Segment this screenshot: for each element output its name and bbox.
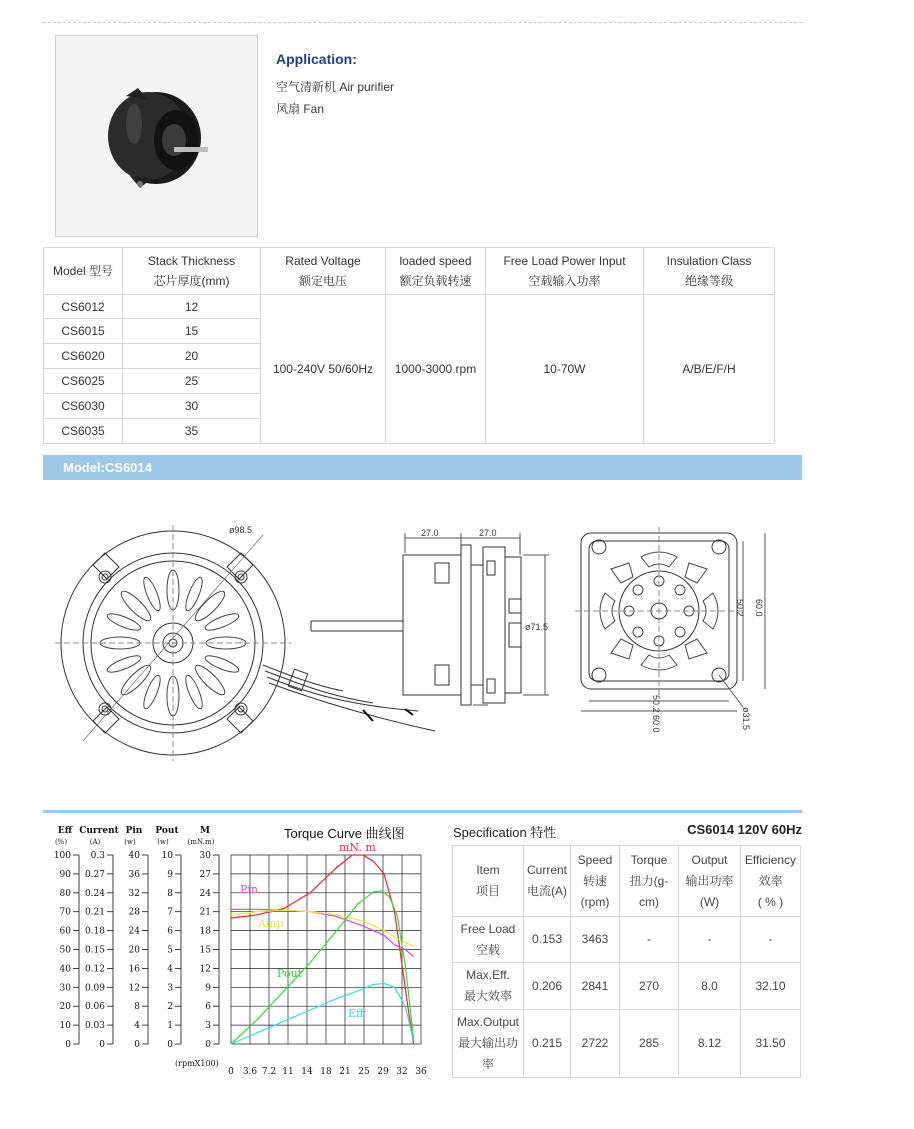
front-view bbox=[55, 525, 435, 761]
product-photo bbox=[55, 35, 258, 237]
y-tick-label: 0 bbox=[65, 1040, 71, 1050]
x-tick-label: 14 bbox=[301, 1067, 313, 1077]
scale-name: Current bbox=[79, 826, 119, 836]
y-tick-label: 60 bbox=[59, 926, 71, 937]
y-tick-label: 10 bbox=[59, 1021, 71, 1032]
y-tick-label: 0.03 bbox=[84, 1021, 105, 1032]
y-tick-label: 70 bbox=[59, 907, 71, 918]
dim-front-dia: ø98.5 bbox=[229, 525, 253, 535]
y-tick-label: 0.15 bbox=[84, 945, 105, 956]
y-tick-label: 7 bbox=[167, 907, 173, 918]
x-tick-label: 21 bbox=[339, 1067, 351, 1077]
y-tick-label: 40 bbox=[59, 964, 71, 975]
x-tick-label: 11 bbox=[282, 1067, 294, 1077]
y-tick-label: 90 bbox=[59, 869, 71, 880]
table-row: Max.Output 最大输出功 率 0.215 2722 285 8.12 31.50 bbox=[453, 1010, 801, 1078]
scale-name: Pin bbox=[125, 826, 143, 836]
table-row: CS6025 25 bbox=[44, 369, 775, 394]
dim-27-b: 27.0 bbox=[479, 528, 497, 538]
y-tick-label: 20 bbox=[128, 945, 140, 956]
table-row: CS6012 12 100-240V 50/60Hz 1000-3000 rpm 10-70W A/B/E/F/H bbox=[44, 295, 775, 319]
y-tick-label: 12 bbox=[128, 983, 140, 994]
y-tick-label: 0.06 bbox=[84, 1002, 105, 1013]
spec-model: CS6014 120V 60Hz bbox=[687, 822, 802, 837]
y-tick-label: 0 bbox=[134, 1040, 140, 1050]
x-tick-label: 18 bbox=[320, 1067, 332, 1077]
series-label-mnm: mN. m bbox=[339, 841, 376, 854]
scale-name: Pout bbox=[155, 826, 179, 836]
y-tick-label: 20 bbox=[59, 1002, 71, 1013]
y-tick-label: 0.21 bbox=[84, 907, 105, 918]
y-tick-label: 36 bbox=[128, 869, 140, 880]
series-label-eff: Eff bbox=[348, 1007, 364, 1020]
y-tick-label: 2 bbox=[167, 1002, 173, 1013]
y-tick-label: 4 bbox=[167, 964, 173, 975]
y-tick-label: 9 bbox=[167, 869, 173, 880]
table-row: Max.Eff. 最大效率 0.206 2841 270 8.0 32.10 bbox=[453, 963, 801, 1010]
torque-curve-chart bbox=[43, 820, 443, 1080]
y-tick-label: 80 bbox=[59, 888, 71, 899]
y-tick-label: 6 bbox=[205, 1002, 211, 1013]
side-view bbox=[311, 533, 549, 705]
y-tick-label: 0.18 bbox=[84, 926, 105, 937]
x-tick-label: 36 bbox=[415, 1067, 427, 1077]
x-tick-label: 25 bbox=[358, 1067, 370, 1077]
y-tick-label: 6 bbox=[167, 926, 173, 937]
insulation-value: A/B/E/F/H bbox=[644, 295, 775, 444]
x-tick-label: 32 bbox=[396, 1067, 408, 1077]
y-tick-label: 0.12 bbox=[84, 964, 105, 975]
y-tick-label: 30 bbox=[59, 983, 71, 994]
y-tick-label: 21 bbox=[199, 907, 211, 918]
spec-title: Specification 特性 bbox=[453, 825, 557, 840]
y-tick-label: 12 bbox=[199, 964, 211, 975]
y-tick-label: 0.3 bbox=[90, 851, 105, 861]
y-tick-label: 8 bbox=[167, 888, 173, 899]
y-tick-label: 0 bbox=[205, 1040, 211, 1050]
y-tick-label: 0.09 bbox=[84, 983, 105, 994]
spec-table bbox=[452, 845, 801, 1078]
x-tick-label: 3.6 bbox=[242, 1067, 258, 1077]
model-bar-label: Model:CS6014 bbox=[63, 460, 152, 475]
dim-hole-dia: ø31.5 bbox=[741, 707, 751, 731]
col-thickness: Stack Thickness 芯片厚度(mm) bbox=[123, 248, 261, 295]
y-tick-label: 9 bbox=[205, 983, 211, 994]
y-tick-label: 0 bbox=[167, 1040, 173, 1050]
application-title: Application: bbox=[276, 51, 357, 67]
y-tick-label: 24 bbox=[128, 926, 140, 937]
table-row: CS6020 20 bbox=[44, 344, 775, 369]
y-tick-label: 0.27 bbox=[84, 869, 105, 880]
dim-27-a: 27.0 bbox=[421, 528, 439, 538]
x-tick-label: 7.2 bbox=[261, 1067, 277, 1077]
y-tick-label: 5 bbox=[167, 945, 173, 956]
scale-unit: (w) bbox=[124, 838, 136, 846]
curve-title: Torque Curve 曲线图 bbox=[284, 826, 405, 841]
table-row: CS6030 30 bbox=[44, 394, 775, 419]
series-label-pout: Pout bbox=[277, 967, 303, 980]
table-row: Free Load 空载 0.153 3463 - - - bbox=[453, 917, 801, 963]
y-tick-label: 0 bbox=[99, 1040, 105, 1050]
y-tick-label: 100 bbox=[53, 851, 71, 861]
application-fan: 风扇 Fan bbox=[276, 102, 325, 116]
voltage-value: 100-240V 50/60Hz bbox=[261, 295, 386, 444]
top-divider bbox=[43, 22, 802, 23]
y-tick-label: 4 bbox=[134, 1021, 140, 1032]
col-voltage: Rated Voltage 额定电压 bbox=[261, 248, 386, 295]
col-model: Model 型号 bbox=[44, 248, 123, 295]
x-unit: (rpmX100) bbox=[175, 1059, 219, 1068]
y-tick-label: 3 bbox=[167, 983, 173, 994]
section-divider bbox=[43, 810, 802, 813]
y-tick-label: 28 bbox=[128, 907, 140, 918]
series-label-amp: Amp bbox=[258, 917, 284, 930]
series-line-eff bbox=[231, 984, 414, 1045]
scale-unit: (w) bbox=[157, 838, 169, 846]
motor-image bbox=[56, 36, 257, 236]
application-air-purifier: 空气清新机 Air purifier bbox=[276, 80, 395, 94]
y-tick-label: 32 bbox=[128, 888, 140, 899]
dim-60-v: 60.0 bbox=[754, 599, 764, 617]
table-row: CS6015 15 bbox=[44, 319, 775, 344]
dim-502-v: 50.2 bbox=[735, 599, 745, 617]
y-tick-label: 3 bbox=[205, 1021, 211, 1032]
end-view bbox=[575, 527, 765, 711]
speed-value: 1000-3000 rpm bbox=[386, 295, 486, 444]
dim-bottom: 50.2 60.0 bbox=[651, 695, 661, 733]
scale-name: Eff bbox=[57, 826, 73, 836]
series-label-pin: Pin bbox=[240, 883, 259, 896]
models-table bbox=[43, 247, 775, 444]
y-tick-label: 0.24 bbox=[84, 888, 105, 899]
y-tick-label: 50 bbox=[59, 945, 71, 956]
technical-drawing bbox=[43, 495, 802, 765]
col-power: Free Load Power Input 空载输入功率 bbox=[486, 248, 644, 295]
table-row: CS6035 35 bbox=[44, 419, 775, 444]
y-tick-label: 1 bbox=[167, 1021, 173, 1032]
y-tick-label: 24 bbox=[199, 888, 211, 899]
power-value: 10-70W bbox=[486, 295, 644, 444]
scale-unit: (A) bbox=[89, 838, 101, 846]
model-bar bbox=[43, 455, 802, 480]
scale-unit: (%) bbox=[54, 838, 68, 846]
scale-name: M bbox=[200, 826, 210, 836]
col-insulation: Insulation Class 绝缘等级 bbox=[644, 248, 775, 295]
y-tick-label: 18 bbox=[199, 926, 211, 937]
scale-unit: (mN.m) bbox=[187, 838, 215, 846]
y-tick-label: 8 bbox=[134, 1002, 140, 1013]
dim-side-dia: ø71.5 bbox=[525, 622, 549, 632]
y-tick-label: 40 bbox=[128, 851, 140, 861]
x-tick-label: 0 bbox=[228, 1067, 234, 1077]
x-tick-label: 29 bbox=[377, 1067, 389, 1077]
y-tick-label: 10 bbox=[161, 851, 173, 861]
y-tick-label: 27 bbox=[199, 869, 211, 880]
y-tick-label: 16 bbox=[128, 964, 140, 975]
spec-header-row: Item 项目 Current 电流(A) Speed 转速 (rpm) Torque 扭力(g- cm) Output 输出功率 (W) Efficiency 效率 ( % ) bbox=[453, 846, 801, 917]
col-speed: loaded speed 额定负载转速 bbox=[386, 248, 486, 295]
y-tick-label: 15 bbox=[199, 945, 211, 956]
y-tick-label: 30 bbox=[199, 851, 211, 861]
